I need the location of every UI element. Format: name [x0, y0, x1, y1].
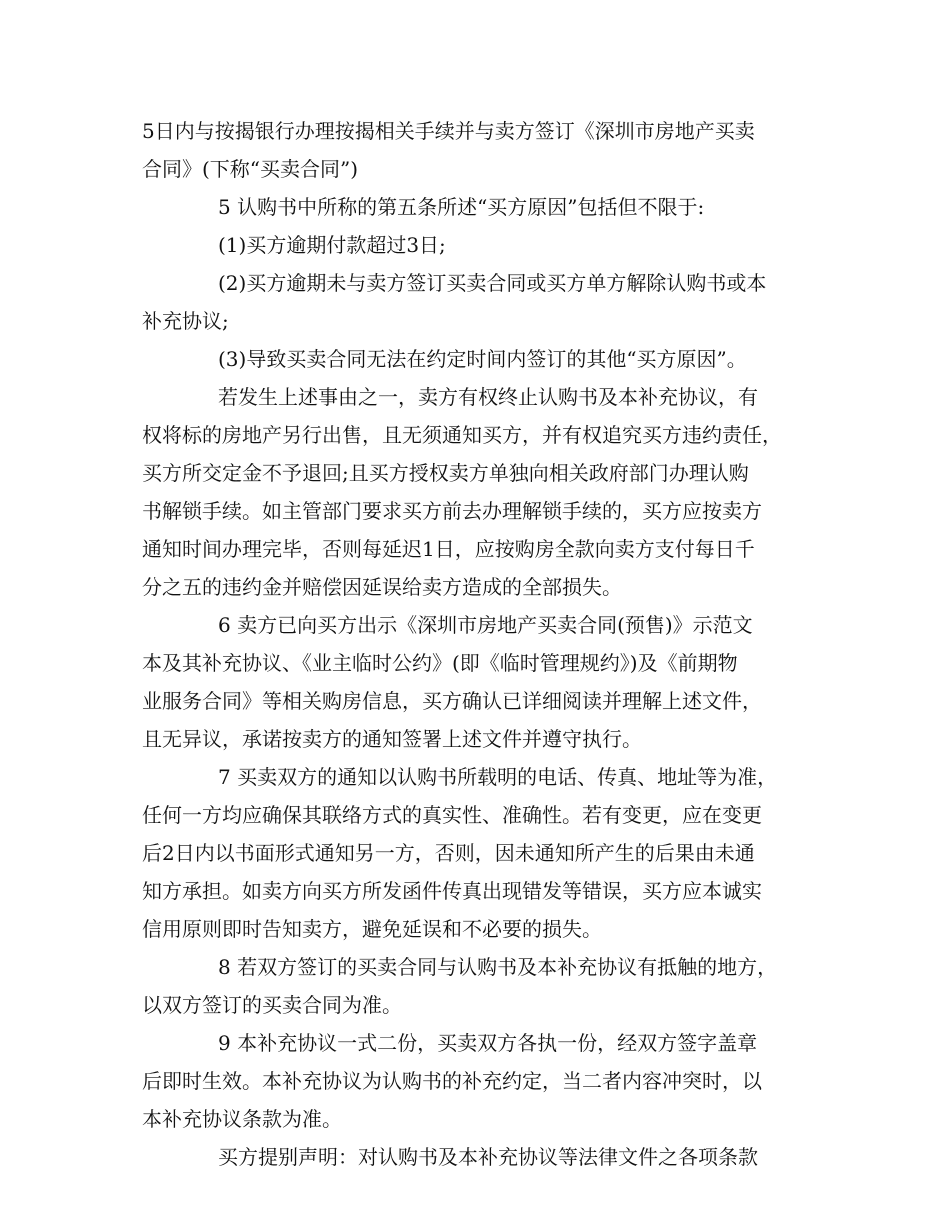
contract-body-text [142, 112, 822, 1176]
clause-5-heading: 5 认购书中所称的第五条所述“买方原因”包括但不限于: [218, 195, 705, 219]
text-line: 知方承担。如卖方向买方所发函件传真出现错发等错误，买方应本诚实 [142, 879, 762, 903]
text-line: 本及其补充协议、《业主临时公约》(即《临时管理规约》)及《前期物 [142, 651, 738, 675]
clause-8-heading: 8 若双方签订的买卖合同与认购书及本补充协议有抵触的地方， [218, 955, 778, 979]
text-line: 以双方签订的买卖合同为准。 [142, 993, 402, 1017]
text-line: 合同》(下称“买卖合同”) [142, 157, 359, 181]
paragraph-start: 若发生上述事由之一，卖方有权终止认购书及本补充协议，有 [218, 385, 758, 409]
text-line: 书解锁手续。如主管部门要求买方前去办理解锁手续的，买方应按卖方 [142, 499, 762, 523]
text-line: 5日内与按揭银行办理按揭相关手续并与卖方签订《深圳市房地产买卖 [142, 119, 755, 143]
clause-5-item-1: (1)买方逾期付款超过3日; [218, 233, 446, 257]
text-line: 分之五的违约金并赔偿因延误给卖方造成的全部损失。 [142, 575, 622, 599]
text-line: 且无异议，承诺按卖方的通知签署上述文件并遵守执行。 [142, 727, 642, 751]
text-line: 通知时间办理完毕，否则每延迟1日，应按购房全款向卖方支付每日千 [142, 537, 755, 561]
clause-5-item-2: (2)买方逾期未与卖方签订买卖合同或买方单方解除认购书或本 [218, 271, 767, 295]
text-line: 任何一方均应确保其联络方式的真实性、准确性。若有变更，应在变更 [142, 803, 762, 827]
text-line: 本补充协议条款为准。 [142, 1107, 342, 1131]
buyer-declaration: 买方提别声明：对认购书及本补充协议等法律文件之各项条款 [218, 1145, 758, 1169]
text-line: 后即时生效。本补充协议为认购书的补充约定，当二者内容冲突时，以 [142, 1069, 762, 1093]
text-line: 业服务合同》等相关购房信息，买方确认已详细阅读并理解上述文件， [142, 689, 762, 713]
clause-7-heading: 7 买卖双方的通知以认购书所载明的电话、传真、地址等为准， [218, 765, 778, 789]
text-line: 补充协议; [142, 309, 229, 333]
clause-9-heading: 9 本补充协议一式二份，买卖双方各执一份，经双方签字盖章 [218, 1031, 758, 1055]
text-line: 买方所交定金不予退回;且买方授权卖方单独向相关政府部门办理认购 [142, 461, 749, 485]
text-line: 后2日内以书面形式通知另一方，否则，因未通知所产生的后果由未通 [142, 841, 755, 865]
text-line: 权将标的房地产另行出售，且无须通知买方，并有权追究买方违约责任， [142, 423, 782, 447]
text-line: 信用原则即时告知卖方，避免延误和不必要的损失。 [142, 917, 602, 941]
clause-5-item-3: (3)导致买卖合同无法在约定时间内签订的其他“买方原因”。 [218, 347, 747, 371]
clause-6-heading: 6 卖方已向买方出示《深圳市房地产买卖合同(预售)》示范文 [218, 613, 753, 637]
